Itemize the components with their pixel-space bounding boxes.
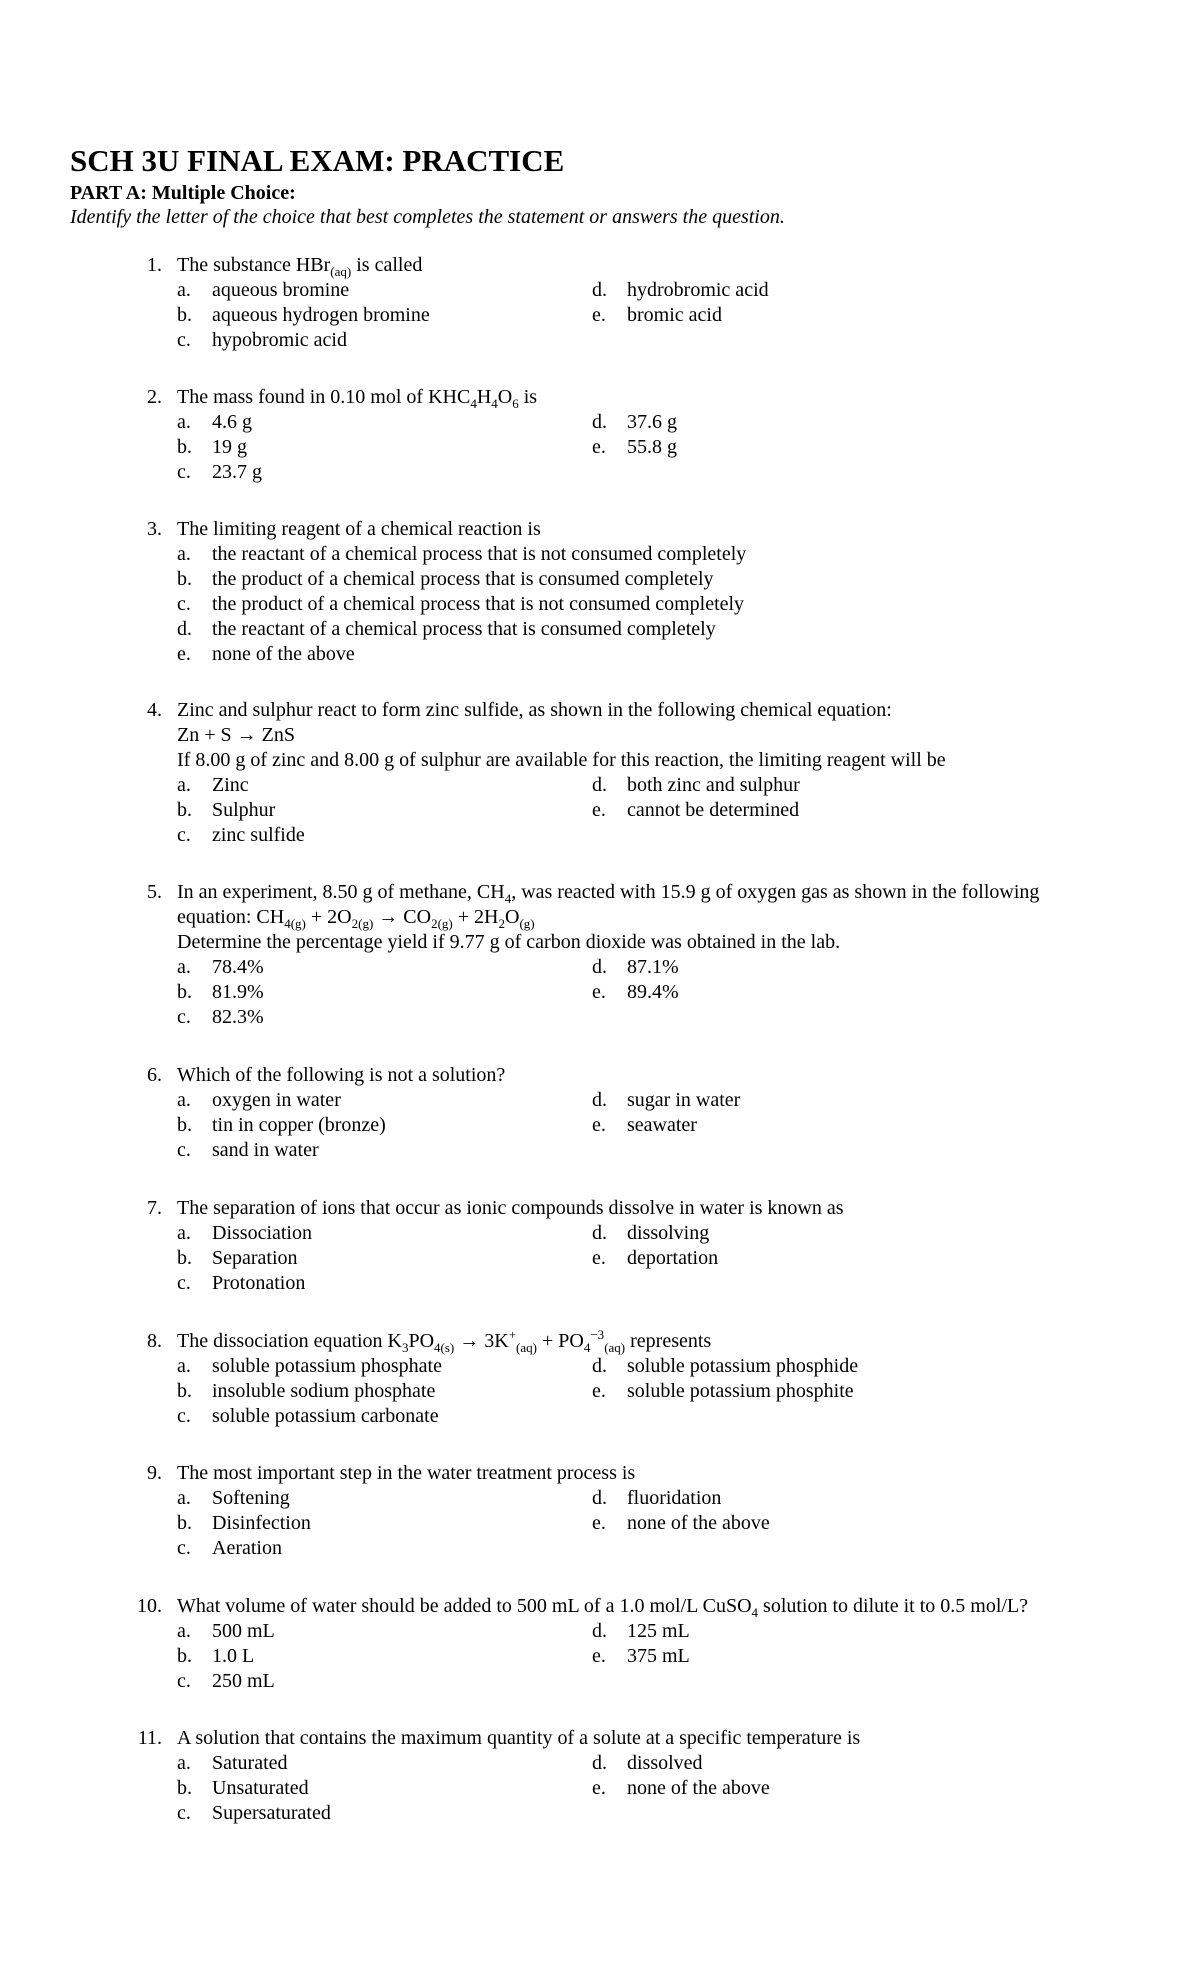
option-text: both zinc and sulphur <box>627 774 800 796</box>
option-text: Dissociation <box>212 1222 312 1244</box>
question-text: A solution that contains the maximum quantity of a solute at a specific temperature is <box>177 1727 861 1749</box>
option-text: oxygen in water <box>212 1089 341 1111</box>
option-text: bromic acid <box>627 304 722 326</box>
question-number: 2. <box>147 386 162 408</box>
option-letter: e. <box>592 436 606 458</box>
option-letter: a. <box>177 1355 191 1377</box>
option-text: the reactant of a chemical process that is not consumed completely <box>212 543 747 565</box>
option-text: Supersaturated <box>212 1802 331 1824</box>
option-text: Separation <box>212 1247 298 1269</box>
question-number: 1. <box>147 254 162 276</box>
option-text: Aeration <box>212 1537 282 1559</box>
option-text: dissolving <box>627 1222 710 1244</box>
option-letter: d. <box>592 774 607 796</box>
option-letter: c. <box>177 1670 191 1692</box>
option-letter: b. <box>177 1380 192 1402</box>
option-text: Disinfection <box>212 1512 311 1534</box>
question-number: 5. <box>147 881 162 903</box>
question-text: The limiting reagent of a chemical reaction is <box>177 518 541 540</box>
question-text: Determine the percentage yield if 9.77 g of carbon dioxide was obtained in the lab. <box>177 931 841 953</box>
option-text: 250 mL <box>212 1670 275 1692</box>
option-letter: a. <box>177 774 191 796</box>
question-text: The separation of ions that occur as ionic compounds dissolve in water is known as <box>177 1197 844 1219</box>
option-text: Unsaturated <box>212 1777 309 1799</box>
option-text: 375 mL <box>627 1645 690 1667</box>
option-text: none of the above <box>212 643 355 665</box>
question-number: 10. <box>137 1595 162 1617</box>
option-text: 23.7 g <box>212 461 262 483</box>
option-letter: d. <box>592 1089 607 1111</box>
option-letter: b. <box>177 304 192 326</box>
option-text: deportation <box>627 1247 719 1269</box>
option-letter: d. <box>177 618 192 640</box>
question-number: 8. <box>147 1330 162 1352</box>
option-text: 1.0 L <box>212 1645 255 1667</box>
option-text: 89.4% <box>627 981 679 1003</box>
option-letter: b. <box>177 1777 192 1799</box>
option-text: soluble potassium carbonate <box>212 1405 439 1427</box>
option-text: soluble potassium phosphide <box>627 1355 859 1377</box>
option-letter: d. <box>592 279 607 301</box>
option-text: seawater <box>627 1114 697 1136</box>
option-letter: b. <box>177 1645 192 1667</box>
option-letter: d. <box>592 411 607 433</box>
question-text: The most important step in the water treatment process is <box>177 1462 636 1484</box>
option-text: dissolved <box>627 1752 703 1774</box>
option-letter: c. <box>177 1537 191 1559</box>
question-number: 6. <box>147 1064 162 1086</box>
option-letter: a. <box>177 543 191 565</box>
option-letter: a. <box>177 1487 191 1509</box>
option-text: none of the above <box>627 1777 770 1799</box>
part-heading: PART A: Multiple Choice: <box>70 182 296 204</box>
option-letter: e. <box>592 981 606 1003</box>
question-number: 9. <box>147 1462 162 1484</box>
option-text: sugar in water <box>627 1089 741 1111</box>
option-letter: b. <box>177 799 192 821</box>
option-letter: e. <box>592 1645 606 1667</box>
option-text: 125 mL <box>627 1620 690 1642</box>
option-letter: e. <box>592 1512 606 1534</box>
option-letter: c. <box>177 329 191 351</box>
question-text: Which of the following is not a solution? <box>177 1064 506 1086</box>
option-letter: a. <box>177 956 191 978</box>
option-letter: d. <box>592 1620 607 1642</box>
option-letter: c. <box>177 824 191 846</box>
exam-title: SCH 3U FINAL EXAM: PRACTICE <box>70 143 565 178</box>
option-text: 4.6 g <box>212 411 252 433</box>
option-letter: a. <box>177 1222 191 1244</box>
option-text: 78.4% <box>212 956 264 978</box>
option-text: tin in copper (bronze) <box>212 1114 386 1136</box>
option-text: 19 g <box>212 436 247 458</box>
option-letter: c. <box>177 1272 191 1294</box>
option-letter: e. <box>592 1114 606 1136</box>
option-letter: a. <box>177 1620 191 1642</box>
option-text: 55.8 g <box>627 436 677 458</box>
question-text: The substance HBr$_{(aq)}$ is called <box>177 254 423 279</box>
option-text: 87.1% <box>627 956 679 978</box>
option-text: Protonation <box>212 1272 306 1294</box>
question-number: 11. <box>137 1727 162 1749</box>
option-text: fluoridation <box>627 1487 722 1509</box>
question-text: equation: $CH_{4(g)} + 2O_{2(g)} \to CO_{2(g)} + 2H_2O_{(g)}$ <box>177 906 535 931</box>
option-letter: a. <box>177 411 191 433</box>
option-letter: d. <box>592 1752 607 1774</box>
option-letter: a. <box>177 1752 191 1774</box>
option-letter: c. <box>177 1405 191 1427</box>
option-letter: a. <box>177 1089 191 1111</box>
option-letter: d. <box>592 1355 607 1377</box>
option-text: insoluble sodium phosphate <box>212 1380 436 1402</box>
question-number: 4. <box>147 699 162 721</box>
question-text: What volume of water should be added to 500 mL of a 1.0 mol/L CuSO$_4$ solution to dilute it to 0.5 mol/L? <box>177 1595 1029 1620</box>
option-letter: e. <box>592 799 606 821</box>
option-text: Sulphur <box>212 799 276 821</box>
question-text: The dissociation equation $K_3PO_{4(s)} \to 3K^+_{(aq)} + PO_4^{-3}_{(aq)}$ represents <box>177 1327 712 1355</box>
option-letter: d. <box>592 1487 607 1509</box>
option-letter: d. <box>592 1222 607 1244</box>
option-text: soluble potassium phosphite <box>627 1380 854 1402</box>
option-letter: c. <box>177 593 191 615</box>
option-text: aqueous bromine <box>212 279 350 301</box>
option-text: sand in water <box>212 1139 319 1161</box>
option-letter: b. <box>177 1114 192 1136</box>
question-text: If 8.00 g of zinc and 8.00 g of sulphur are available for this reaction, the limiting reagent will be <box>177 749 946 771</box>
option-text: Zinc <box>212 774 249 796</box>
option-text: cannot be determined <box>627 799 800 821</box>
option-letter: c. <box>177 1006 191 1028</box>
option-letter: e. <box>592 1247 606 1269</box>
option-text: aqueous hydrogen bromine <box>212 304 430 326</box>
option-text: Softening <box>212 1487 290 1509</box>
option-text: 37.6 g <box>627 411 677 433</box>
option-text: hydrobromic acid <box>627 279 769 301</box>
instructions: Identify the letter of the choice that best completes the statement or answers the question. <box>70 206 785 228</box>
option-text: the product of a chemical process that is not consumed completely <box>212 593 745 615</box>
option-text: 81.9% <box>212 981 264 1003</box>
option-text: 82.3% <box>212 1006 264 1028</box>
option-letter: a. <box>177 279 191 301</box>
option-text: zinc sulfide <box>212 824 305 846</box>
option-letter: e. <box>592 1380 606 1402</box>
question-number: 3. <box>147 518 162 540</box>
option-letter: b. <box>177 436 192 458</box>
option-letter: c. <box>177 1139 191 1161</box>
option-text: the product of a chemical process that is consumed completely <box>212 568 714 590</box>
option-letter: d. <box>592 956 607 978</box>
option-letter: b. <box>177 568 192 590</box>
option-text: soluble potassium phosphate <box>212 1355 442 1377</box>
option-letter: b. <box>177 1512 192 1534</box>
question-text: In an experiment, 8.50 g of methane, $CH_4$, was reacted with 15.9 g of oxygen gas as shown in the following <box>177 881 1040 906</box>
option-letter: b. <box>177 1247 192 1269</box>
option-text: 500 mL <box>212 1620 275 1642</box>
option-letter: e. <box>177 643 191 665</box>
option-letter: c. <box>177 461 191 483</box>
option-text: none of the above <box>627 1512 770 1534</box>
option-letter: e. <box>592 1777 606 1799</box>
option-letter: b. <box>177 981 192 1003</box>
question-text: Zinc and sulphur react to form zinc sulfide, as shown in the following chemical equation: <box>177 699 892 721</box>
option-text: the reactant of a chemical process that is consumed completely <box>212 618 716 640</box>
question-text: Zn + S → ZnS <box>177 724 295 746</box>
option-text: hypobromic acid <box>212 329 347 351</box>
option-letter: c. <box>177 1802 191 1824</box>
question-text: The mass found in 0.10 mol of $KHC_4H_4O_6$ is <box>177 386 538 411</box>
question-number: 7. <box>147 1197 162 1219</box>
option-letter: e. <box>592 304 606 326</box>
option-text: Saturated <box>212 1752 288 1774</box>
